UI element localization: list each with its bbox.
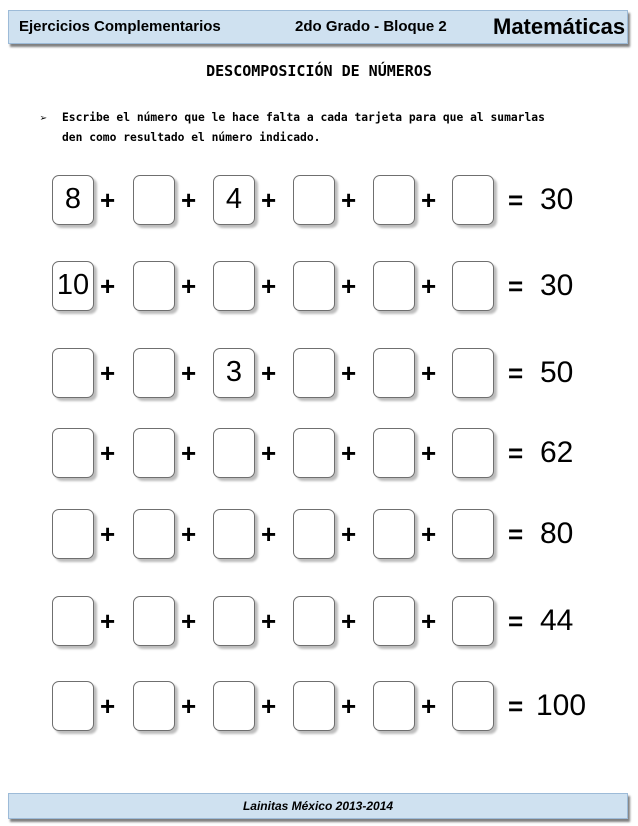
plus-sign: + xyxy=(341,185,357,215)
target-total: 100 xyxy=(536,689,587,722)
exercise-row xyxy=(0,175,638,225)
plus-sign: + xyxy=(421,519,437,549)
equals-sign: = xyxy=(508,185,524,215)
instruction-line-2: den como resultado el número indicado. xyxy=(62,131,321,144)
instructions xyxy=(40,108,600,148)
plus-sign: + xyxy=(341,438,357,468)
page-title: DESCOMPOSICIÓN DE NÚMEROS xyxy=(206,62,432,80)
number-card-blank[interactable] xyxy=(293,348,335,398)
equals-sign: = xyxy=(508,691,524,721)
number-card-blank[interactable] xyxy=(213,681,255,731)
number-card-blank[interactable] xyxy=(452,509,494,559)
exercise-row xyxy=(0,261,638,311)
number-card-blank[interactable] xyxy=(373,681,415,731)
plus-sign: + xyxy=(261,185,277,215)
number-card-blank[interactable] xyxy=(293,261,335,311)
number-card-blank[interactable] xyxy=(52,509,94,559)
plus-sign: + xyxy=(421,185,437,215)
plus-sign: + xyxy=(181,185,197,215)
target-total: 62 xyxy=(540,436,574,469)
plus-sign: + xyxy=(261,691,277,721)
plus-sign: + xyxy=(421,271,437,301)
header-subject: Matemáticas xyxy=(493,14,626,39)
header-bar xyxy=(8,10,628,44)
plus-sign: + xyxy=(181,438,197,468)
instruction-line-1: Escribe el número que le hace falta a cada tarjeta para que al sumarlas xyxy=(62,111,545,124)
plus-sign: + xyxy=(100,185,116,215)
number-card-blank[interactable] xyxy=(213,261,255,311)
exercise-row xyxy=(0,509,638,559)
number-card-blank[interactable] xyxy=(373,261,415,311)
header-grade-block: 2do Grado - Bloque 2 xyxy=(295,18,447,35)
arrow-bullet-icon: ➢ xyxy=(40,111,48,125)
target-total: 44 xyxy=(540,604,574,637)
plus-sign: + xyxy=(341,271,357,301)
plus-sign: + xyxy=(100,691,116,721)
footer: Lainitas México 2013-2014 xyxy=(8,793,628,819)
number-card-blank[interactable] xyxy=(452,428,494,478)
plus-sign: + xyxy=(261,271,277,301)
number-card-blank[interactable] xyxy=(373,348,415,398)
plus-sign: + xyxy=(341,691,357,721)
header-subject-series: Ejercicios Complementarios xyxy=(19,18,221,35)
number-card-blank[interactable] xyxy=(293,175,335,225)
number-card-given: 3 xyxy=(213,348,255,398)
number-card-blank[interactable] xyxy=(213,509,255,559)
plus-sign: + xyxy=(181,271,197,301)
number-card-blank[interactable] xyxy=(293,681,335,731)
number-card-blank[interactable] xyxy=(133,681,175,731)
target-total: 50 xyxy=(540,356,574,389)
number-card-blank[interactable] xyxy=(452,261,494,311)
number-card-blank[interactable] xyxy=(293,509,335,559)
plus-sign: + xyxy=(341,606,357,636)
exercise-row xyxy=(0,348,638,398)
exercise-row xyxy=(0,596,638,646)
target-total: 30 xyxy=(540,269,574,302)
plus-sign: + xyxy=(341,519,357,549)
number-card-blank[interactable] xyxy=(293,596,335,646)
plus-sign: + xyxy=(261,438,277,468)
number-card-blank[interactable] xyxy=(373,428,415,478)
number-card-blank[interactable] xyxy=(52,348,94,398)
plus-sign: + xyxy=(100,606,116,636)
equals-sign: = xyxy=(508,519,524,549)
number-card-blank[interactable] xyxy=(452,348,494,398)
number-card-blank[interactable] xyxy=(452,681,494,731)
exercise-row xyxy=(0,428,638,478)
number-card-blank[interactable] xyxy=(452,175,494,225)
number-card-blank[interactable] xyxy=(133,596,175,646)
plus-sign: + xyxy=(181,358,197,388)
number-card-blank[interactable] xyxy=(133,428,175,478)
plus-sign: + xyxy=(100,519,116,549)
plus-sign: + xyxy=(261,519,277,549)
equals-sign: = xyxy=(508,606,524,636)
plus-sign: + xyxy=(100,438,116,468)
plus-sign: + xyxy=(181,519,197,549)
plus-sign: + xyxy=(181,691,197,721)
number-card-blank[interactable] xyxy=(213,428,255,478)
number-card-blank[interactable] xyxy=(213,596,255,646)
number-card-blank[interactable] xyxy=(133,261,175,311)
equals-sign: = xyxy=(508,358,524,388)
number-card-given: 8 xyxy=(52,175,94,225)
equals-sign: = xyxy=(508,438,524,468)
target-total: 30 xyxy=(540,183,574,216)
plus-sign: + xyxy=(421,606,437,636)
number-card-blank[interactable] xyxy=(373,596,415,646)
number-card-blank[interactable] xyxy=(452,596,494,646)
number-card-blank[interactable] xyxy=(133,509,175,559)
number-card-given: 4 xyxy=(213,175,255,225)
equals-sign: = xyxy=(508,271,524,301)
plus-sign: + xyxy=(261,606,277,636)
number-card-blank[interactable] xyxy=(133,175,175,225)
number-card-blank[interactable] xyxy=(373,509,415,559)
target-total: 80 xyxy=(540,517,574,550)
number-card-blank[interactable] xyxy=(52,596,94,646)
exercise-row xyxy=(0,681,638,731)
plus-sign: + xyxy=(100,271,116,301)
number-card-blank[interactable] xyxy=(293,428,335,478)
plus-sign: + xyxy=(261,358,277,388)
plus-sign: + xyxy=(100,358,116,388)
number-card-blank[interactable] xyxy=(373,175,415,225)
number-card-blank[interactable] xyxy=(52,428,94,478)
plus-sign: + xyxy=(421,438,437,468)
number-card-given: 10 xyxy=(52,261,94,311)
plus-sign: + xyxy=(421,691,437,721)
plus-sign: + xyxy=(421,358,437,388)
number-card-blank[interactable] xyxy=(133,348,175,398)
plus-sign: + xyxy=(181,606,197,636)
number-card-blank[interactable] xyxy=(52,681,94,731)
plus-sign: + xyxy=(341,358,357,388)
